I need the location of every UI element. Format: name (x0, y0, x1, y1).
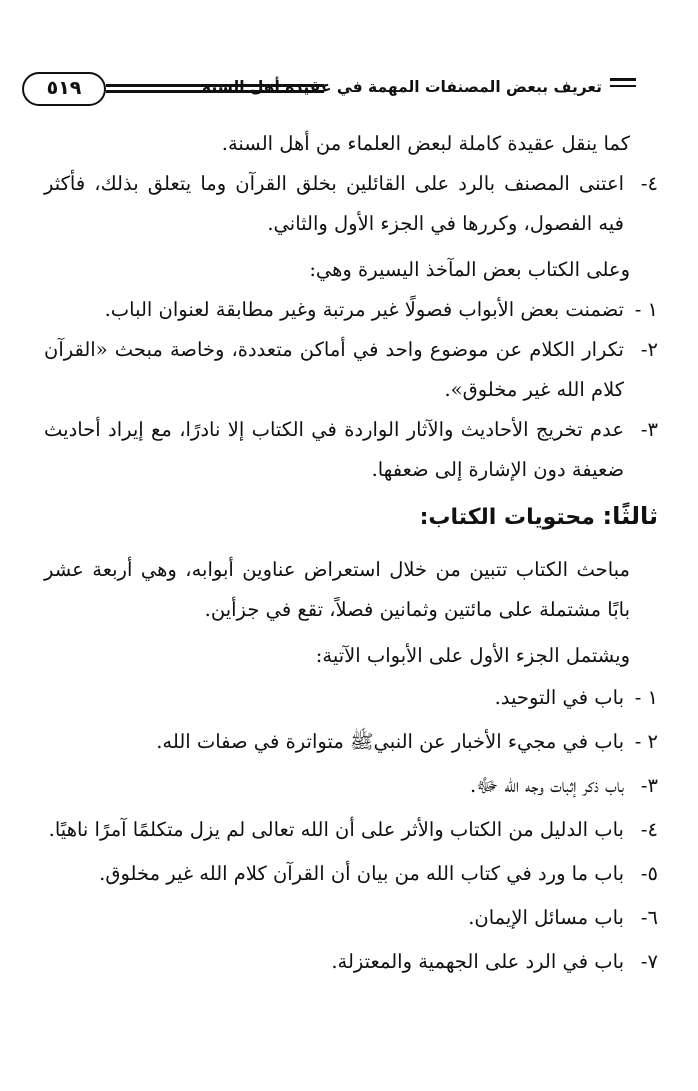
item-text: تضمنت بعض الأبواب فصولًا غير مرتبة وغير مطابقة لعنوان الباب. (104, 298, 624, 321)
merit-item (44, 164, 658, 244)
chapter-item (44, 896, 658, 940)
item-text: باب في مجيء الأخبار عن النبيﷺ متواترة في صفات الله. (156, 730, 624, 753)
header-title: تعريف ببعض المصنفات المهمة في عقيدة أهل السنة (201, 78, 602, 96)
drawbacks-intro: وعلى الكتاب بعض المآخذ اليسيرة وهي: (309, 258, 630, 281)
item-text: باب مسائل الإيمان. (468, 906, 624, 929)
chapter-item (44, 808, 658, 852)
item-text: باب الدليل من الكتاب والأثر على أن الله تعالى لم يزل متكلمًا آمرًا ناهيًا. (48, 818, 624, 841)
item-number: ٣- (640, 418, 658, 441)
header-ornament-icon (610, 78, 636, 94)
chapter-item (44, 940, 658, 984)
item-number: ٤- (640, 172, 658, 195)
item-text: باب ذكر إثبات وجه الله ﷻ. (470, 774, 624, 797)
item-number: ٤- (640, 818, 658, 841)
running-header (14, 70, 658, 110)
chapter-item (44, 764, 658, 808)
page-number: ٥١٩ (22, 72, 106, 106)
section-heading-lead: ثالثًا: (602, 502, 658, 530)
item-number: ٢- (640, 338, 658, 361)
chapter-item (44, 852, 658, 896)
drawback-item (44, 410, 658, 490)
item-number: ٦- (640, 906, 658, 929)
item-text: عدم تخريج الأحاديث والآثار الواردة في الكتاب إلا نادرًا، مع إيراد أحاديث ضعيفة دون الإشارة إلى ضعفها. (44, 418, 624, 481)
drawback-item (44, 290, 658, 330)
section-heading-text: محتويات الكتاب: (419, 505, 603, 530)
section-heading (44, 492, 658, 542)
item-number: ٣- (640, 774, 658, 797)
page-body (44, 124, 658, 984)
item-number: ٧- (640, 950, 658, 973)
item-text: باب في الرد على الجهمية والمعتزلة. (331, 950, 624, 973)
item-text: تكرار الكلام عن موضوع واحد في أماكن متعددة، وخاصة مبحث «القرآن كلام الله غير مخلوق». (44, 338, 624, 401)
item-number: ٥- (640, 862, 658, 885)
contents-paragraph: مباحث الكتاب تتبين من خلال استعراض عناوين أبوابه، وهي أربعة عشر بابًا مشتملة على مائتين وثمانين فصلاً، تقع في جزأين. (44, 558, 630, 621)
chapter-item (44, 676, 658, 720)
item-number: ١ - (634, 686, 658, 709)
item-text: باب ما ورد في كتاب الله من بيان أن القرآن كلام الله غير مخلوق. (99, 862, 624, 885)
chapter-item (44, 720, 658, 764)
item-text: باب في التوحيد. (494, 686, 624, 709)
continuation-line: كما ينقل عقيدة كاملة لبعض العلماء من أهل السنة. (221, 132, 630, 155)
item-number: ٢ - (634, 730, 658, 753)
item-number: ١ - (634, 298, 658, 321)
drawback-item (44, 330, 658, 410)
part1-intro: ويشتمل الجزء الأول على الأبواب الآتية: (315, 644, 630, 667)
item-text: اعتنى المصنف بالرد على القائلين بخلق القرآن وما يتعلق بذلك، فأكثر فيه الفصول، وكررها في الجزء الأول والثاني. (44, 172, 624, 235)
